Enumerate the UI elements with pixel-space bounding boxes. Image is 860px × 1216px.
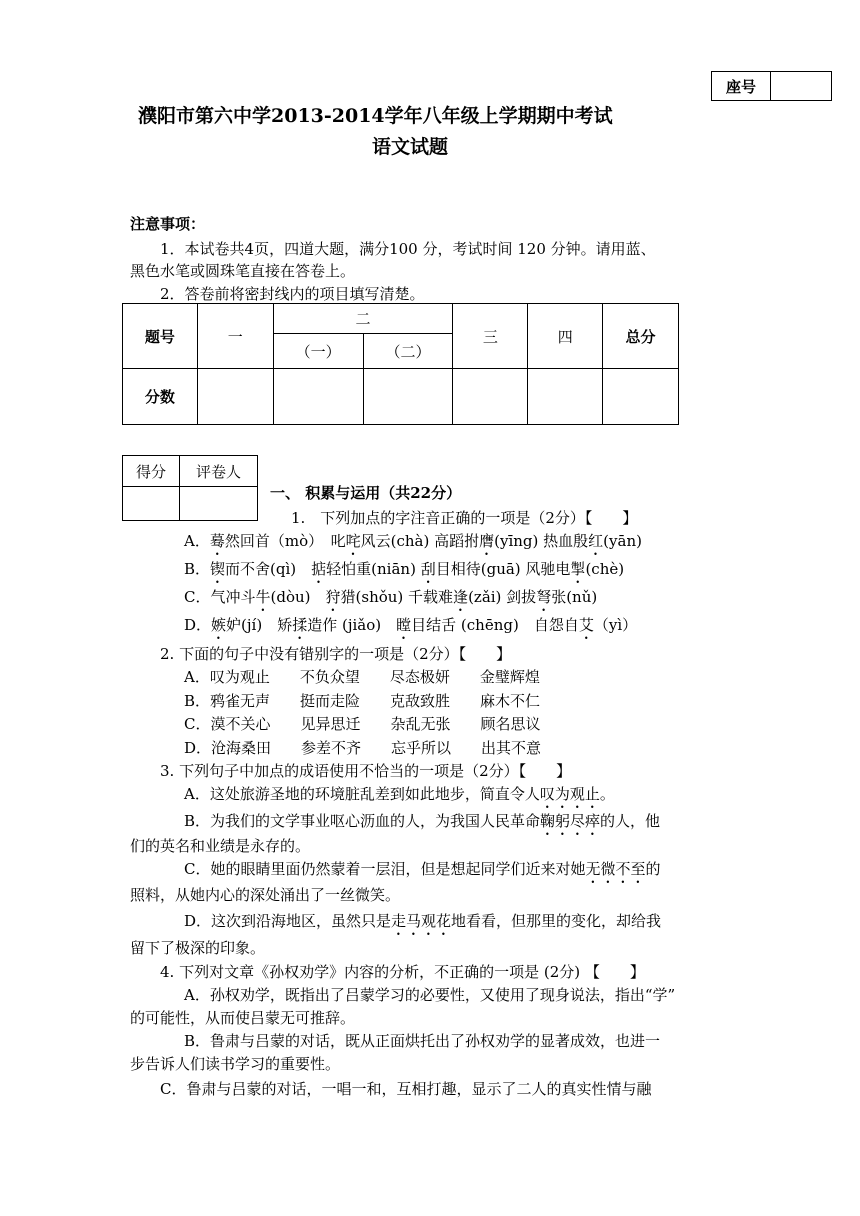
q1-option-c: C．气冲斗牛(dòu) 狩猎(shǒu) 千载难逢(zǎi) 剑拔弩张(nǔ) — [184, 588, 598, 606]
q2-option-c: C．漠不关心 见异思迁 杂乱无张 顾名思议 — [184, 715, 541, 733]
score-table-col-2a: （一） — [273, 334, 363, 369]
q3-option-b: B．为我们的文学事业呕心沥血的人，为我国人民革命鞠躬尽瘁的人，他 — [184, 812, 661, 830]
q2-option-d: D．沧海桑田 参差不齐 忘乎所以 出其不意 — [184, 739, 542, 757]
q4-option-b-cont: 步告诉人们读书学习的重要性。 — [130, 1055, 341, 1073]
score-table-col-2: 二 — [273, 304, 453, 334]
seat-number-label: 座号 — [712, 72, 771, 100]
q3-option-d-cont: 留下了极深的印象。 — [130, 939, 266, 957]
notice-item-2: 2．答卷前将密封线内的项目填写清楚。 — [160, 285, 425, 303]
notice-item-1-cont: 黑色水笔或圆珠笔直接在答卷上。 — [130, 262, 356, 280]
score-table-col-3: 三 — [453, 304, 528, 369]
notice-item-1: 1．本试卷共4页，四道大题，满分100 分，考试时间 120 分钟。请用蓝、 — [160, 240, 656, 258]
score-cell[interactable] — [603, 369, 679, 425]
grader-score-cell[interactable] — [123, 487, 180, 521]
notice-heading: 注意事项： — [130, 215, 206, 233]
q3-option-c-cont: 照料，从她内心的深处涌出了一丝微笑。 — [130, 886, 401, 904]
q1-option-d: D．嫉妒(jí) 矫揉造作 (jiǎo) 瞠目结舌 (chēng) 自怨自艾（yì） — [184, 616, 638, 634]
score-cell[interactable] — [363, 369, 453, 425]
q1-stem: 1. 下列加点的字注音正确的一项是（2分）【 】 — [291, 509, 638, 527]
score-table-header-label: 题号 — [123, 304, 198, 369]
score-cell[interactable] — [273, 369, 363, 425]
q3-option-a: A．这处旅游圣地的环境脏乱差到如此地步，简直令人叹为观止。 — [184, 785, 615, 803]
score-cell[interactable] — [197, 369, 273, 425]
q4-option-c: C．鲁肃与吕蒙的对话，一唱一和，互相打趣，显示了二人的真实性情与融 — [160, 1080, 652, 1098]
score-table-col-total: 总分 — [603, 304, 679, 369]
grader-box — [122, 455, 258, 521]
q3-option-d: D．这次到沿海地区，虽然只是走马观花地看看，但那里的变化，却给我 — [184, 912, 662, 930]
q4-stem: 4. 下列对文章《孙权劝学》内容的分析，不正确的一项是 (2分) 【 】 — [160, 963, 645, 981]
score-table — [122, 303, 679, 425]
q3-stem: 3. 下列句子中加点的成语使用不恰当的一项是（2分）【 】 — [160, 762, 572, 780]
seat-number-box — [711, 71, 832, 101]
q2-stem: 2. 下面的句子中没有错别字的一项是（2分）【 】 — [160, 645, 512, 663]
score-table-col-4: 四 — [528, 304, 603, 369]
q4-option-b: B．鲁肃与吕蒙的对话，既从正面烘托出了孙权劝学的显著成效，也进一 — [184, 1032, 661, 1050]
grader-name-cell[interactable] — [180, 487, 258, 521]
grader-score-label: 得分 — [123, 456, 180, 487]
q2-option-a: A．叹为观止 不负众望 尽态极妍 金璧辉煌 — [184, 668, 540, 686]
q3-option-c: C．她的眼睛里面仍然蒙着一层泪，但是想起同学们近来对她无微不至的 — [184, 860, 661, 878]
q2-option-b: B．鸦雀无声 挺而走险 克敌致胜 麻木不仁 — [184, 692, 541, 710]
section-1-heading: 一、 积累与运用（共22分） — [270, 484, 462, 502]
q4-option-a-cont: 的可能性，从而使吕蒙无可推辞。 — [130, 1009, 356, 1027]
score-table-col-1: 一 — [197, 304, 273, 369]
q4-option-a: A．孙权劝学，既指出了吕蒙学习的必要性，又使用了现身说法，指出“学” — [184, 986, 676, 1004]
exam-subtitle: 语文试题 — [372, 136, 449, 158]
q3-option-b-cont: 们的英名和业绩是永存的。 — [130, 837, 311, 855]
exam-title: 濮阳市第六中学2013-2014学年八年级上学期期中考试 — [138, 105, 613, 127]
seat-number-value[interactable] — [771, 72, 831, 100]
score-table-col-2b: （二） — [363, 334, 453, 369]
score-cell[interactable] — [453, 369, 528, 425]
q1-option-b: B．锲而不舍(qì) 掂轻怕重(niān) 刮目相待(guā) 风驰电掣(chè) — [184, 560, 625, 578]
score-cell[interactable] — [528, 369, 603, 425]
q1-option-a: A．蓦然回首（mò） 叱咤风云(chà) 高蹈拊膺(yīng) 热血殷红(yān) — [184, 532, 642, 550]
grader-name-label: 评卷人 — [180, 456, 258, 487]
score-table-score-label: 分数 — [123, 369, 198, 425]
